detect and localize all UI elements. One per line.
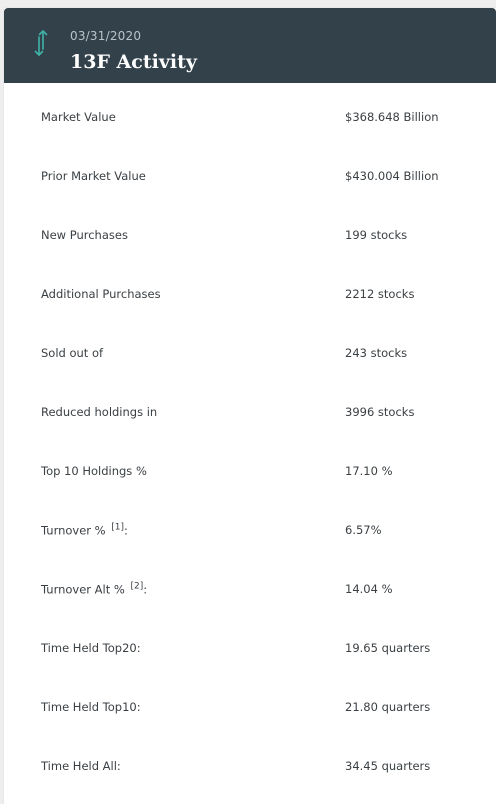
row-value: 14.04 % [345,582,393,596]
row-label: Prior Market Value [41,169,146,183]
label-text: Turnover Alt % [41,582,125,597]
row-prior-market-value [4,142,496,201]
row-time-held-top10 [4,673,496,732]
row-label: Time Held Top20: [41,641,141,655]
row-label: Additional Purchases [41,287,161,301]
row-top10-holdings [4,437,496,496]
row-market-value [4,83,496,142]
row-new-purchases [4,201,496,260]
card-header [4,8,496,83]
row-turnover-alt [4,555,496,614]
footnote-link[interactable]: [2] [130,581,144,592]
row-label: New Purchases [41,228,128,242]
activity-card [4,8,496,804]
up-down-arrows-icon [31,28,51,58]
row-label: Top 10 Holdings % [41,464,147,478]
row-value: 17.10 % [345,464,393,478]
label-text: Turnover % [41,523,106,538]
row-value: 3996 stocks [345,405,415,419]
footnote-link[interactable]: [1] [111,522,125,533]
row-turnover [4,496,496,555]
row-label: Market Value [41,110,116,124]
row-label [41,582,147,597]
row-time-held-all [4,732,496,791]
row-time-held-top20 [4,614,496,673]
row-label: Time Held Top10: [41,700,141,714]
row-additional-purchases [4,260,496,319]
row-label: Reduced holdings in [41,405,158,419]
row-reduced-holdings [4,378,496,437]
row-label: Sold out of [41,346,104,360]
row-label [41,523,128,538]
row-sold-out-of [4,319,496,378]
row-value: 6.57% [345,523,382,537]
row-label: Time Held All: [41,759,121,773]
row-value: 21.80 quarters [345,700,431,714]
row-value: $368.648 Billion [345,110,439,124]
row-value: 199 stocks [345,228,408,242]
row-value: 243 stocks [345,346,408,360]
activity-table [4,83,496,791]
row-value: 34.45 quarters [345,759,431,773]
row-value: $430.004 Billion [345,169,439,183]
label-suffix: : [124,523,128,538]
report-date: 03/31/2020 [70,29,142,43]
row-value: 19.65 quarters [345,641,431,655]
card-title: 13F Activity [70,51,197,73]
label-suffix: : [143,582,148,597]
row-value: 2212 stocks [345,287,415,301]
